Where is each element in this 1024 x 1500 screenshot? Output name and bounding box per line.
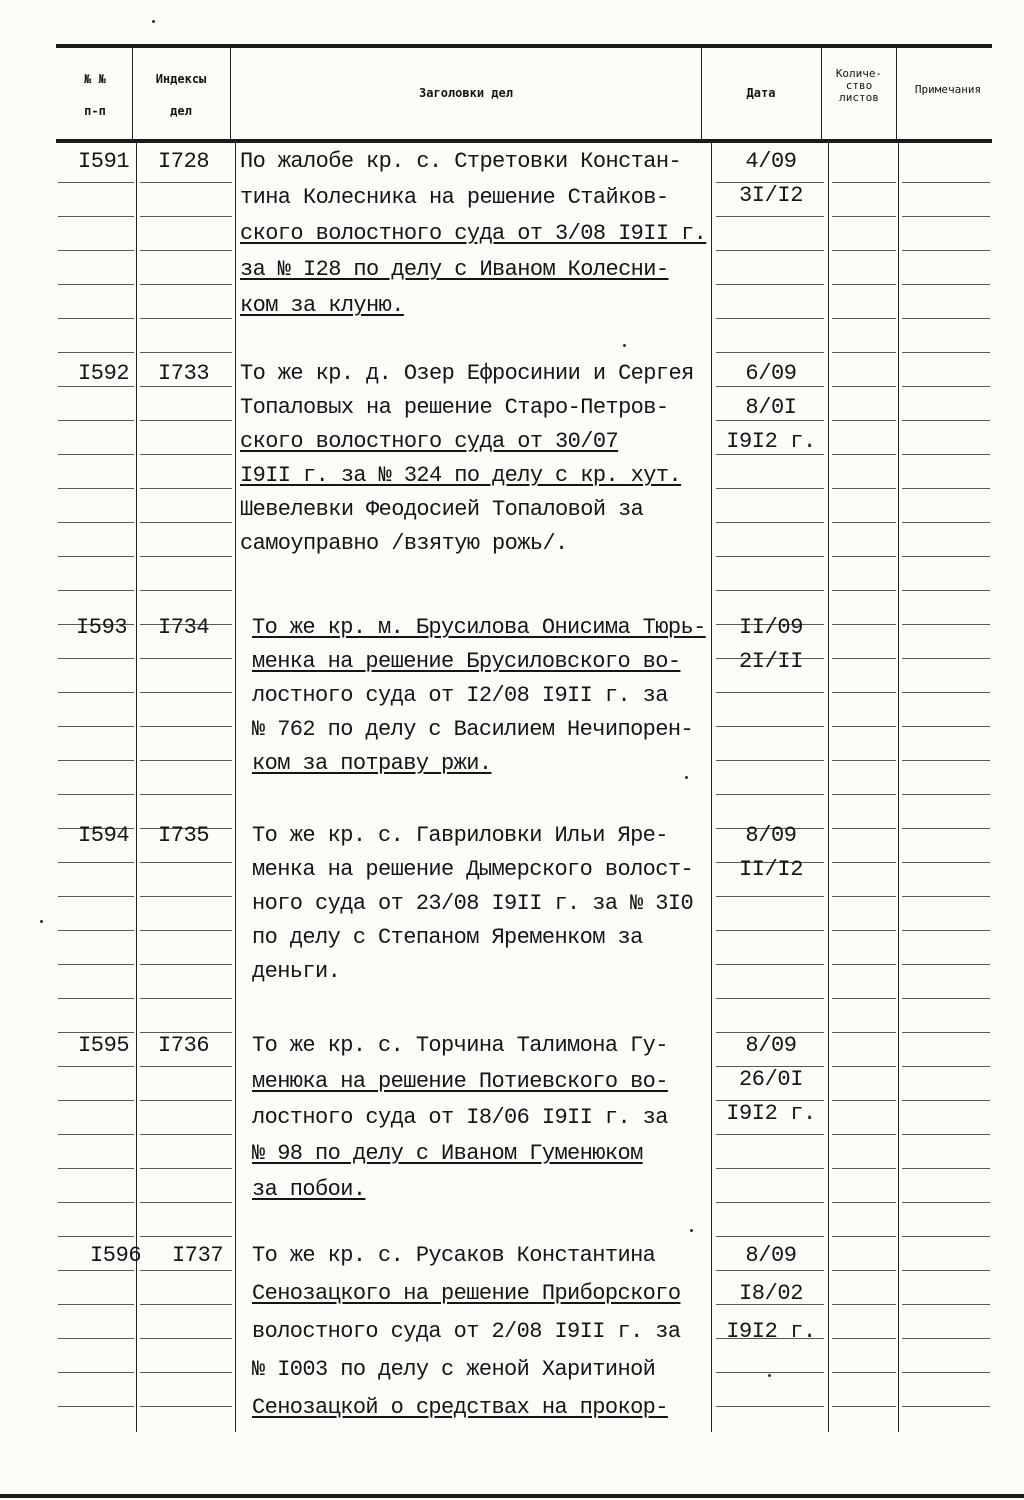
ruled-line [140,964,232,965]
ruled-line [140,488,232,489]
ruled-line [832,454,896,455]
entry-title-line: № I003 по делу с женой Харитиной [252,1357,656,1382]
ruled-line [832,182,896,183]
ruled-line [58,1270,134,1271]
header-num [60,72,130,118]
divider-title-date [701,46,702,140]
header-index-line2: дел [170,104,192,118]
ruled-line [140,930,232,931]
speck [623,344,626,347]
ruled-line [58,216,134,217]
entry-title-line: деньги. [252,959,341,984]
ruled-line [832,1066,896,1067]
ruled-line [58,1236,134,1237]
ruled-line [902,760,990,761]
ruled-line [832,1236,896,1237]
entry-title-line: Сенозацкой о средствах на прокор- [252,1395,668,1420]
body-divider-title-date [711,142,712,1432]
ruled-line [140,1202,232,1203]
ruled-line [902,998,990,999]
divider-sheets-notes [896,46,897,140]
ruled-line [140,692,232,693]
ruled-line [58,318,134,319]
entry-index: I734 [158,615,210,640]
ruled-line [832,216,896,217]
ruled-line [902,250,990,251]
ruled-line [832,896,896,897]
ruled-line [902,352,990,353]
header-sheets-line2: ство [845,79,873,92]
ruled-line [58,182,134,183]
ruled-line [140,1304,232,1305]
speck [768,1374,771,1377]
header-num-line2: п-п [84,104,106,118]
entry-title-line: По жалобе кр. с. Стретовки Констан- [240,149,682,174]
ruled-line [58,964,134,965]
ruled-line [832,318,896,319]
entry-title-line: менка на решение Брусиловского во- [252,649,681,674]
entry-title-line: То же кр. с. Торчина Талимона Гу- [252,1033,668,1058]
ruled-line [58,1066,134,1067]
ruled-line [902,726,990,727]
ruled-line [716,1406,824,1407]
ruled-line [140,556,232,557]
ruled-line [140,284,232,285]
entry-number: I592 [78,361,130,386]
entry-title-line: Шевелевки Феодосией Топаловой за [240,497,644,522]
ruled-line [902,658,990,659]
speck [690,1229,693,1232]
ruled-line [140,658,232,659]
ruled-line [832,590,896,591]
ruled-line [716,760,824,761]
ruled-line [832,760,896,761]
divider-num-index [132,46,133,140]
speck [685,776,688,779]
ruled-line [902,182,990,183]
entry-date: I9I2 г. [726,1319,816,1344]
ruled-line [832,658,896,659]
entry-index: I736 [158,1033,210,1058]
entry-date: 3I/I2 [738,183,803,208]
body-divider-sheets-notes [898,142,899,1432]
ruled-line [58,420,134,421]
ruled-line [58,556,134,557]
entry-index: I733 [158,361,210,386]
ruled-line [140,1066,232,1067]
header-notes: Примечания [914,83,982,96]
ruled-line [58,998,134,999]
ruled-line [716,488,824,489]
ruled-line [140,1338,232,1339]
entry-title-line: за № I28 по делу с Иваном Колесни- [240,257,669,282]
ruled-line [716,964,824,965]
ruled-line [902,624,990,625]
header-date: Дата [746,86,776,100]
ruled-line [902,896,990,897]
ruled-line [140,726,232,727]
ruled-line [140,1270,232,1271]
entry-title-line: То же кр. с. Русаков Константина [252,1243,656,1268]
ruled-line [140,522,232,523]
ruled-line [832,692,896,693]
entry-date: I9I2 г. [726,429,816,454]
ruled-line [902,1134,990,1135]
entry-title-line: тина Колесника на решение Стайков- [240,185,669,210]
ruled-line [832,420,896,421]
entry-title-line: ком за потраву ржи. [252,751,492,776]
entry-title-line: по делу с Степаном Яременком за [252,925,643,950]
ruled-line [902,828,990,829]
ruled-line [58,454,134,455]
ruled-line [716,590,824,591]
ruled-line [140,590,232,591]
ruled-line [140,420,232,421]
entry-title-line: № 98 по делу с Иваном Гуменюком [252,1141,643,1166]
ruled-line [58,896,134,897]
ruled-line [58,794,134,795]
ruled-line [902,216,990,217]
header-index [134,72,228,118]
ruled-line [140,216,232,217]
entry-date: 26/0I [738,1067,803,1092]
ruled-line [832,284,896,285]
entry-title-line: волостного суда от 2/08 I9II г. за [252,1319,681,1344]
ruled-line [140,318,232,319]
ruled-line [140,1236,232,1237]
ruled-line [140,862,232,863]
ruled-line [832,998,896,999]
ruled-line [902,556,990,557]
entry-title-line: ского волостного суда от 3/08 I9II г. [240,221,707,246]
ruled-line [832,250,896,251]
ruled-line [58,590,134,591]
ruled-line [140,998,232,999]
ruled-line [832,964,896,965]
ruled-line [902,794,990,795]
ruled-line [58,284,134,285]
entry-title-line: менка на решение Дымерского волост- [252,857,694,882]
entry-title-line: ского волостного суда от 30/07 [240,429,619,454]
ruled-line [832,1032,896,1033]
entry-date: 4/09 [745,149,797,174]
ruled-line [832,1338,896,1339]
ruled-line [902,1406,990,1407]
entry-title-line: самоуправно /взятую рожь/. [240,531,568,556]
ruled-line [902,1304,990,1305]
ruled-line [140,1372,232,1373]
header-sheets [822,68,896,104]
entry-title-line: ком за клуню. [240,293,404,318]
entry-title-line: № 762 по делу с Василием Нечипорен- [252,717,694,742]
entry-title-line: Топаловых на решение Старо-Петров- [240,395,669,420]
divider-index-title [230,46,231,140]
ruled-line [902,318,990,319]
ruled-line [58,1134,134,1135]
ruled-line [902,284,990,285]
ruled-line [716,794,824,795]
ruled-line [140,1134,232,1135]
ruled-line [902,522,990,523]
ruled-line [58,930,134,931]
entry-title-line: лостного суда от I8/06 I9II г. за [252,1105,668,1130]
entry-title-line: Сенозацкого на решение Приборского [252,1281,681,1306]
ruled-line [902,1100,990,1101]
ruled-line [140,250,232,251]
ruled-line [716,692,824,693]
ruled-line [140,1406,232,1407]
ruled-line [902,1372,990,1373]
body-divider-index-title [235,142,236,1432]
entry-number: I591 [78,149,130,174]
ruled-line [716,352,824,353]
entry-number: I593 [76,615,128,640]
ruled-line [58,1338,134,1339]
entry-index: I728 [158,149,210,174]
ruled-line [832,1372,896,1373]
ruled-line [58,1406,134,1407]
ruled-line [832,488,896,489]
ruled-line [716,1270,824,1271]
ruled-line [832,1100,896,1101]
entry-number: I594 [78,823,130,848]
ruled-line [832,1168,896,1169]
ruled-line [58,1168,134,1169]
ruled-line [716,1236,824,1237]
body-divider-num-index [136,142,137,1432]
header-title: Заголовки дел [419,86,513,100]
ruled-line [902,1202,990,1203]
ruled-line [832,1406,896,1407]
ruled-line [716,522,824,523]
entry-date: II/I2 [738,857,803,882]
ruled-line [832,1134,896,1135]
ruled-line [716,1372,824,1373]
ruled-line [832,1202,896,1203]
header-sheets-line1: Количе- [835,67,883,80]
body-divider-date-sheets [828,142,829,1432]
ruled-line [58,352,134,353]
ruled-line [902,488,990,489]
entry-title-line: лостного суда от I2/08 I9II г. за [252,683,668,708]
entry-date: 8/09 [745,1033,797,1058]
entry-number: I596 [90,1243,142,1268]
entry-title-line: То же кр. м. Брусилова Онисима Тюрь- [252,615,706,640]
ruled-line [140,896,232,897]
ruled-line [902,1338,990,1339]
ruled-line [902,1032,990,1033]
ruled-line [902,930,990,931]
ruled-line [140,454,232,455]
table-top-border [56,44,992,48]
ruled-line [716,930,824,931]
ruled-line [832,862,896,863]
ruled-line [716,726,824,727]
ruled-line [58,522,134,523]
ruled-line [716,1134,824,1135]
ruled-line [140,182,232,183]
entry-date: 2I/II [738,649,803,674]
ruled-line [58,692,134,693]
entry-number: I595 [78,1033,130,1058]
ruled-line [832,556,896,557]
entry-title-line: менюка на решение Потиевского во- [252,1069,668,1094]
ruled-line [140,760,232,761]
header-index-line1: Индексы [155,72,207,86]
ruled-line [902,964,990,965]
ruled-line [716,1168,824,1169]
header-bottom-border [56,139,992,143]
ruled-line [140,352,232,353]
entry-date: I9I2 г. [726,1101,816,1126]
ruled-line [902,454,990,455]
ruled-line [832,1270,896,1271]
ruled-line [58,488,134,489]
ruled-line [58,1372,134,1373]
entry-title-line: I9II г. за № 324 по делу с кр. хут. [240,463,682,488]
ruled-line [140,1168,232,1169]
ruled-line [58,658,134,659]
ruled-line [716,1202,824,1203]
ruled-line [716,250,824,251]
entry-date: 8/0I [745,395,797,420]
ruled-line [716,284,824,285]
ruled-line [58,726,134,727]
ruled-line [902,862,990,863]
ruled-line [58,250,134,251]
speck [152,20,155,23]
ruled-line [902,420,990,421]
ruled-line [58,1100,134,1101]
ruled-line [832,930,896,931]
page-bottom-border [0,1494,1024,1498]
entry-date: 8/09 [745,823,797,848]
entry-date: 8/09 [745,1243,797,1268]
speck [40,920,43,923]
entry-index: I735 [158,823,210,848]
ruled-line [902,692,990,693]
ruled-line [716,556,824,557]
entry-title-line: То же кр. д. Озер Ефросинии и Сергея [240,361,694,386]
ruled-line [716,318,824,319]
ruled-line [140,1100,232,1101]
header-sheets-line3: листов [839,91,879,104]
entry-date: II/09 [738,615,803,640]
ruled-line [832,726,896,727]
entry-date: I8/02 [738,1281,803,1306]
ruled-line [832,1304,896,1305]
ruled-line [902,386,990,387]
ruled-line [902,590,990,591]
ruled-line [902,1168,990,1169]
ruled-line [832,522,896,523]
ruled-line [58,760,134,761]
entry-title-line: То же кр. с. Гавриловки Ильи Яре- [252,823,668,848]
ruled-line [832,386,896,387]
ruled-line [58,1304,134,1305]
ruled-line [832,624,896,625]
ruled-line [58,1202,134,1203]
ruled-line [832,828,896,829]
ruled-line [58,862,134,863]
ruled-line [140,794,232,795]
entry-title-line: за побои. [252,1177,366,1202]
header-num-line1: № № [84,72,106,86]
ruled-line [832,352,896,353]
ruled-line [902,1066,990,1067]
ruled-line [716,216,824,217]
ruled-line [902,1236,990,1237]
ruled-line [902,1270,990,1271]
entry-index: I737 [172,1243,224,1268]
ruled-line [832,794,896,795]
entry-title-line: ного суда от 23/08 I9II г. за № 3I0 [252,891,694,916]
ruled-line [716,998,824,999]
entry-date: 6/09 [745,361,797,386]
ruled-line [716,896,824,897]
